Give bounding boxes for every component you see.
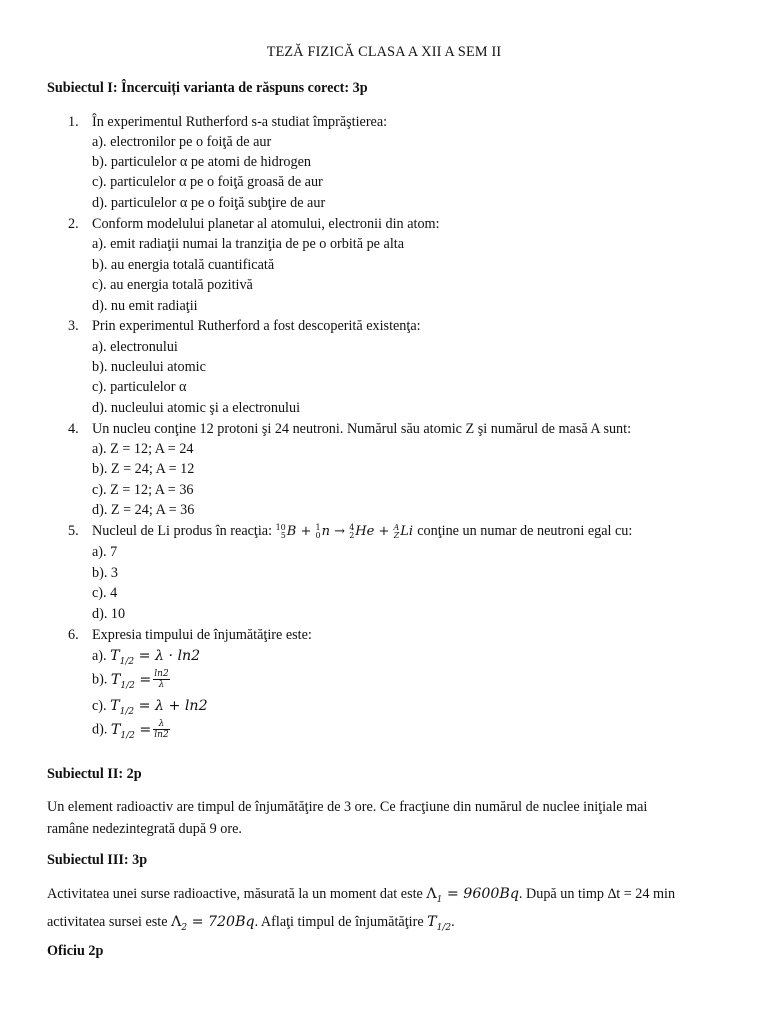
option-a: a). electronilor pe o foiţă de aur [92, 134, 272, 150]
subject2-text [47, 796, 737, 840]
option-b: b). Z = 24; A = 12 [92, 461, 195, 477]
formula-symbol: T [110, 721, 121, 738]
subject3-text-part: . După un timp ∆t = 24 min [518, 886, 676, 902]
half-life-symbol [427, 913, 452, 933]
boron-charge: 5 [280, 530, 286, 540]
activity-subscript: 1 [436, 894, 443, 905]
activity-value: = 720Bq [191, 913, 255, 930]
plus-sign: + [378, 524, 390, 539]
question-number: 2. [68, 216, 79, 232]
option-d: d). nu emit radiaţii [92, 298, 198, 314]
option-b: b). au energia totală cuantificată [92, 257, 275, 273]
fraction-numerator: ln2 [154, 669, 169, 679]
formula [110, 648, 201, 667]
lithium-charge: Z [393, 530, 400, 540]
lithium-mass: A [393, 522, 400, 532]
question-number: 3. [68, 318, 79, 334]
subject2-heading: Subiectul II: 2p [47, 766, 142, 782]
boron-mass: 10 [275, 522, 286, 532]
activity-symbol: Λ [171, 913, 182, 930]
option-b: b). particulelor α pe atomi de hidrogen [92, 154, 311, 170]
subject1-heading: Subiectul I: Încercuiți varianta de răspuns corect: 3p [47, 80, 368, 96]
plus-sign: + [300, 524, 312, 539]
subject2-line-1: Un element radioactiv are timpul de înjumătăţire de 3 ore. Ce fracţiune din numărul de nuclee iniţiale mai [47, 799, 648, 815]
boron-indices [276, 524, 286, 540]
option-prefix: d). [92, 721, 108, 738]
option-c: c). particulelor α [92, 379, 187, 395]
formula-subscript: 1/2 [119, 706, 135, 717]
activity-1 [426, 886, 519, 905]
question-text-before: Nucleul de Li produs în reacţia: [92, 523, 273, 539]
option-a [92, 648, 200, 667]
formula-subscript: 1/2 [119, 656, 135, 667]
lithium-symbol: Li [400, 524, 414, 539]
period: . [451, 913, 455, 930]
question-text [92, 523, 632, 540]
lithium-indices [394, 524, 400, 540]
subject3-text-part: Activitatea unei surse radioactive, măsurată la un moment dat este [47, 886, 423, 902]
formula [110, 698, 208, 717]
fraction-denominator: ln2 [154, 730, 169, 740]
option-c [92, 698, 208, 717]
subject3-text-part: activitatea sursei este [47, 913, 168, 930]
formula-rhs: = λ · ln2 [138, 648, 201, 664]
question-text-after: conţine un numar de neutroni egal cu: [417, 523, 633, 539]
question-number: 4. [68, 421, 79, 437]
option-c: c). 4 [92, 585, 118, 601]
option-d: d). nucleului atomic şi a electronului [92, 400, 301, 416]
activity-value: = 9600Bq [446, 886, 519, 902]
option-a: a). Z = 12; A = 24 [92, 441, 194, 457]
fraction-denominator: λ [158, 680, 165, 690]
option-c: c). particulelor α pe o foiţă groasă de aur [92, 174, 323, 190]
formula-rhs: = λ + ln2 [138, 698, 208, 714]
option-b: b). nucleului atomic [92, 359, 206, 375]
formula-symbol: T [110, 671, 121, 688]
option-d: d). particulelor α pe o foiţă subţire de aur [92, 195, 326, 211]
page-title: TEZĂ FIZICĂ CLASA A XII A SEM II [266, 44, 502, 60]
option-b [92, 669, 170, 690]
subject3-text-part: . Aflaţi timpul de înjumătăţire [254, 913, 424, 930]
subject3-line-1 [47, 883, 737, 911]
question-text: Prin experimentul Rutherford a fost descoperită existenţa: [92, 318, 421, 334]
activity-subscript: 2 [181, 922, 188, 933]
option-a: a). emit radiaţii numai la tranziţia de pe o orbită pe alta [92, 236, 404, 252]
option-prefix: c). [92, 698, 107, 714]
formula-symbol: T [110, 698, 120, 714]
option-d: d). Z = 24; A = 36 [92, 502, 195, 518]
subject3-text [47, 883, 737, 939]
option-c: c). au energia totală pozitivă [92, 277, 253, 293]
option-b: b). 3 [92, 565, 119, 581]
question-text: Un nucleu conţine 12 protoni şi 24 neutroni. Numărul său atomic Z şi numărul de masă A sunt: [92, 421, 632, 437]
helium-symbol: He [355, 524, 375, 539]
neutron-charge: 0 [315, 530, 321, 540]
question-number: 5. [68, 523, 79, 539]
question-number: 6. [68, 627, 79, 643]
question-text: În experimentul Rutherford s-a studiat împrăştierea: [92, 114, 388, 130]
fraction [153, 669, 169, 690]
nuclear-reaction [276, 524, 418, 539]
subject3-line-2 [47, 911, 737, 939]
option-d [92, 719, 170, 740]
formula [110, 669, 170, 691]
equals-sign: = [139, 671, 152, 688]
equals-sign: = [139, 721, 152, 738]
question-number: 1. [68, 114, 79, 130]
arrow-icon: → [334, 524, 346, 539]
question-text: Expresia timpului de înjumătăţire este: [92, 627, 312, 643]
half-life-subscript: 1/2 [436, 922, 452, 933]
helium-indices [349, 524, 354, 540]
option-prefix: a). [92, 648, 107, 664]
option-a: a). 7 [92, 544, 118, 560]
question-text: Conform modelului planetar al atomului, electronii din atom: [92, 216, 440, 232]
neutron-mass: 1 [315, 522, 321, 532]
option-c: c). Z = 12; A = 36 [92, 482, 194, 498]
activity-2 [171, 913, 255, 933]
option-prefix: b). [92, 671, 108, 688]
activity-symbol: Λ [426, 886, 437, 902]
formula-subscript: 1/2 [120, 730, 135, 741]
subject2-line-2: ramâne nedezintegrată după 9 ore. [47, 821, 242, 837]
fraction [153, 719, 169, 740]
subject3-heading: Subiectul III: 3p [47, 852, 148, 868]
oficiu-heading: Oficiu 2p [47, 943, 104, 959]
neutron-symbol: n [321, 524, 330, 539]
neutron-indices [316, 524, 321, 540]
option-a: a). electronului [92, 339, 178, 355]
formula [110, 719, 170, 741]
half-life-letter: T [427, 913, 437, 930]
helium-charge: 2 [349, 530, 355, 540]
option-d: d). 10 [92, 606, 126, 622]
formula-subscript: 1/2 [120, 680, 135, 691]
fraction-numerator: λ [153, 719, 169, 730]
formula-symbol: T [110, 648, 120, 664]
boron-symbol: B [286, 524, 297, 539]
helium-mass: 4 [349, 522, 355, 532]
